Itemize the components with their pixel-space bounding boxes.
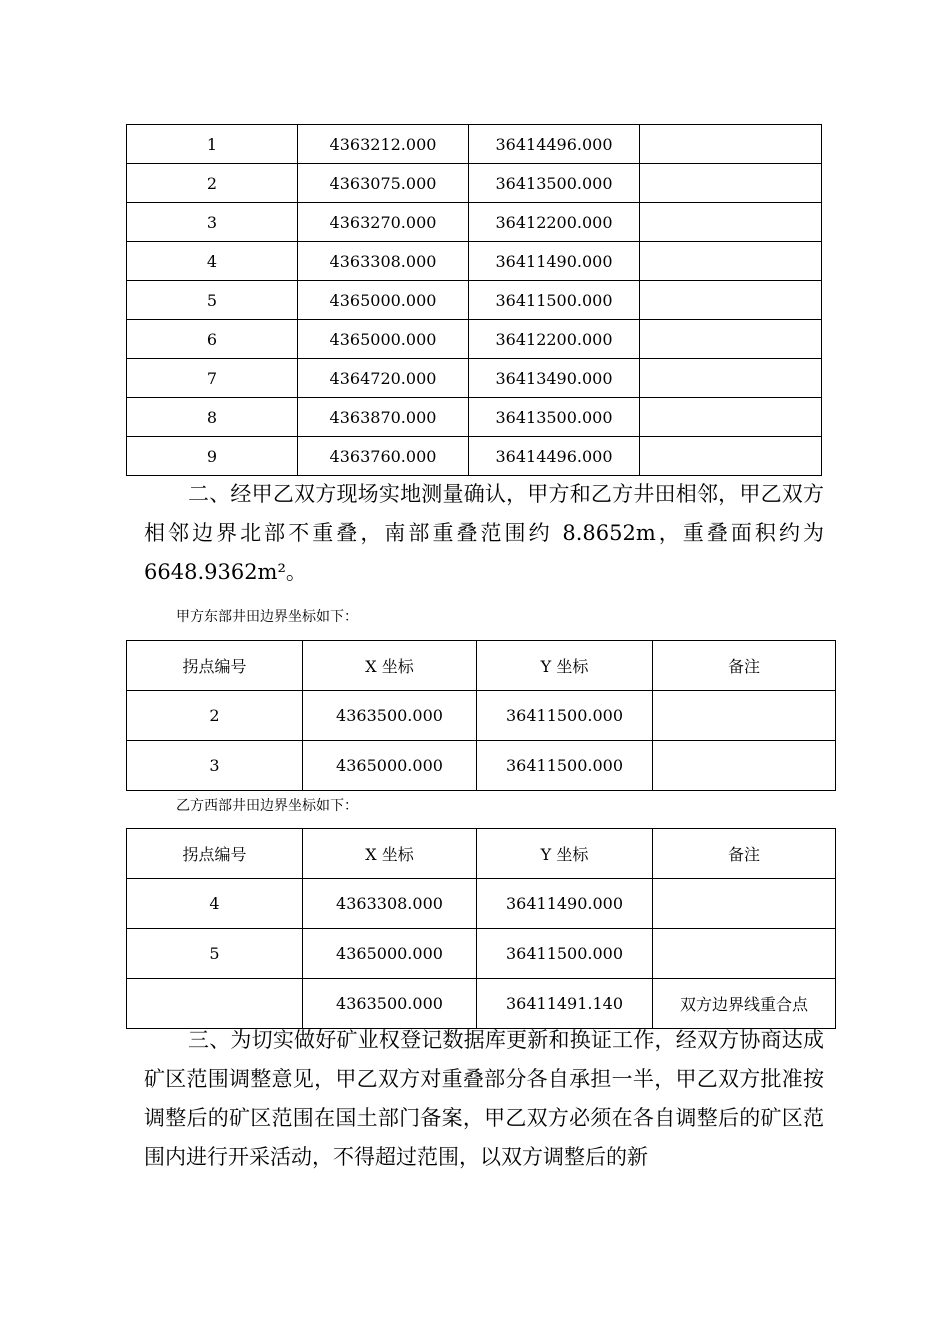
point-number-cell: 5: [127, 281, 298, 320]
table-row: [127, 125, 822, 164]
remark-cell: [640, 125, 822, 164]
x-coordinate-cell: 4363308.000: [298, 242, 469, 281]
table-row: [127, 741, 836, 791]
remark-cell: [653, 691, 836, 741]
remark-cell: [653, 929, 836, 979]
section-two-paragraph: [144, 475, 824, 592]
x-coordinate-cell: 4363212.000: [298, 125, 469, 164]
x-coordinate-cell: 4363500.000: [303, 979, 477, 1029]
coordinate-table-party-b: [126, 828, 836, 1029]
table-row: [127, 359, 822, 398]
remark-cell: [640, 398, 822, 437]
table-row: [127, 281, 822, 320]
remark-cell: [640, 359, 822, 398]
table-row: [127, 320, 822, 359]
y-coordinate-cell: 36414496.000: [469, 437, 640, 476]
table-row: [127, 203, 822, 242]
table-caption-party-a: 甲方东部井田边界坐标如下：: [176, 609, 358, 625]
header-point-number: 拐点编号: [127, 641, 303, 691]
table-caption-party-b: 乙方西部井田边界坐标如下：: [176, 798, 358, 814]
coordinate-table-party-a: [126, 640, 836, 791]
y-coordinate-cell: 36411491.140: [477, 979, 653, 1029]
y-coordinate-cell: 36413500.000: [469, 398, 640, 437]
x-coordinate-cell: 4365000.000: [298, 320, 469, 359]
point-number-cell: 6: [127, 320, 298, 359]
y-coordinate-cell: 36411500.000: [477, 929, 653, 979]
remark-cell: [640, 164, 822, 203]
header-point-number: 拐点编号: [127, 829, 303, 879]
remark-cell: 双方边界线重合点: [653, 979, 836, 1029]
coordinate-table-main: [126, 124, 822, 476]
x-coordinate-cell: 4363308.000: [303, 879, 477, 929]
y-coordinate-cell: 36414496.000: [469, 125, 640, 164]
remark-cell: [640, 437, 822, 476]
header-y-coordinate: Y 坐标: [477, 829, 653, 879]
x-coordinate-cell: 4363270.000: [298, 203, 469, 242]
point-number-cell: 9: [127, 437, 298, 476]
point-number-cell: 2: [127, 164, 298, 203]
point-number-cell: 3: [127, 741, 303, 791]
point-number-cell: 1: [127, 125, 298, 164]
x-coordinate-cell: 4363075.000: [298, 164, 469, 203]
header-remark: 备注: [653, 829, 836, 879]
x-coordinate-cell: 4365000.000: [298, 281, 469, 320]
remark-cell: [653, 741, 836, 791]
header-x-coordinate: X 坐标: [303, 641, 477, 691]
point-number-cell: 3: [127, 203, 298, 242]
y-coordinate-cell: 36411500.000: [477, 741, 653, 791]
table-row: [127, 691, 836, 741]
x-coordinate-cell: 4365000.000: [303, 741, 477, 791]
table-row: [127, 929, 836, 979]
table-row: [127, 437, 822, 476]
table-row: [127, 164, 822, 203]
y-coordinate-cell: 36413500.000: [469, 164, 640, 203]
header-remark: 备注: [653, 641, 836, 691]
point-number-cell: 8: [127, 398, 298, 437]
y-coordinate-cell: 36411490.000: [469, 242, 640, 281]
section-two-text: 二、经甲乙双方现场实地测量确认，甲方和乙方井田相邻，甲乙双方相邻边界北部不重叠，南部重叠范围约 8.8652m，重叠面积约为 6648.9362m²。: [144, 482, 824, 584]
x-coordinate-cell: 4363870.000: [298, 398, 469, 437]
section-three-text: 三、为切实做好矿业权登记数据库更新和换证工作，经双方协商达成矿区范围调整意见，甲乙双方对重叠部分各自承担一半，甲乙双方批准按调整后的矿区范围在国土部门备案，甲乙双方必须在各自调整后的矿区范围内进行开采活动，不得超过范围，以双方调整后的新: [144, 1028, 824, 1169]
table-header-row: [127, 829, 836, 879]
y-coordinate-cell: 36411500.000: [469, 281, 640, 320]
point-number-cell: 2: [127, 691, 303, 741]
remark-cell: [640, 203, 822, 242]
header-x-coordinate: X 坐标: [303, 829, 477, 879]
y-coordinate-cell: 36412200.000: [469, 203, 640, 242]
y-coordinate-cell: 36413490.000: [469, 359, 640, 398]
y-coordinate-cell: 36411500.000: [477, 691, 653, 741]
point-number-cell: 7: [127, 359, 298, 398]
x-coordinate-cell: 4365000.000: [303, 929, 477, 979]
point-number-cell: 5: [127, 929, 303, 979]
remark-cell: [640, 242, 822, 281]
header-y-coordinate: Y 坐标: [477, 641, 653, 691]
table-header-row: [127, 641, 836, 691]
remark-cell: [653, 879, 836, 929]
y-coordinate-cell: 36412200.000: [469, 320, 640, 359]
point-number-cell: 4: [127, 242, 298, 281]
x-coordinate-cell: 4363760.000: [298, 437, 469, 476]
x-coordinate-cell: 4364720.000: [298, 359, 469, 398]
table-row: [127, 242, 822, 281]
remark-cell: [640, 281, 822, 320]
y-coordinate-cell: 36411490.000: [477, 879, 653, 929]
table-row: [127, 879, 836, 929]
point-number-cell: 4: [127, 879, 303, 929]
remark-cell: [640, 320, 822, 359]
section-three-paragraph: [144, 1021, 824, 1177]
x-coordinate-cell: 4363500.000: [303, 691, 477, 741]
table-row: [127, 398, 822, 437]
